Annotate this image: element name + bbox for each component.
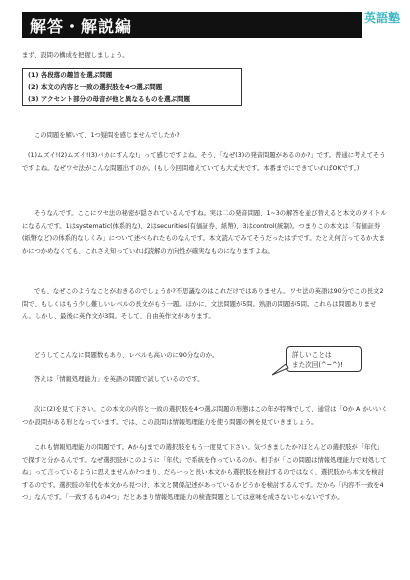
question-type-list xyxy=(22,68,242,106)
header-bar xyxy=(22,12,362,38)
intro-text: まず、設問の構成を把握しましょう。 xyxy=(22,52,129,59)
paragraph: これも情報処理能力の問題です。AからJまでの選択肢をもう一度見て下さい。気づきましたか?ほとんどの選択肢が「年代」で探すと分かるんです。なぜ選択肢がこのように「年代」で系統を作っているのか。相手が「この問題は情報処理能力で対処してね」って言っているように思えませんか?つまり、だらーっと長い本文から選択肢を検討するのではなく、選択肢から本文を検討するのです。選択肢の年代を本文から見つけ、本文と関係記述があっているかどうかを検討するんです。だから「内容不一致を4つ」なんです。「一致するもの4つ」だとあまり情報処理能力の検査問題としては意味を成さないじゃないですか。 xyxy=(22,444,387,501)
paragraph: どうしてこんなに問題数もあり、レベルも高いのに90分なのか。 xyxy=(34,352,219,359)
brand-logo: 英語塾 xyxy=(363,11,400,25)
paragraph: 答えは「情報処理能力」を英語の問題で試しているのです。 xyxy=(34,376,204,383)
paragraph: (1)ムズイ!(2)ムズイ!(3)バカにすんな!」って感じですよね。そう、「なぜ(3)の発音問題があるのか?」です。普通に考えてそうですよね。なぜワセ法がこんな問題出すのか。(もし今回問違えていても大丈夫です。本番までにできていればOKです。) xyxy=(22,152,386,172)
question-type-item: (1) 各段落の趣旨を選ぶ問題 xyxy=(28,71,113,79)
paragraph: この問題を解いて、1つ疑問を感じませんでしたか? xyxy=(34,132,180,139)
paragraph: 次に(2)を見て下さい。この本文の内容と一致の選択肢を4つ選ぶ問題の形態はこの年が特殊でして、通常は「Oか A かいいくつか設問がある形となっています。では、この設問は情報処理能力を使う問題の例を見ていきましょう。 xyxy=(22,406,388,426)
question-type-item: (3) アクセント部分の母音が他と異なるものを選ぶ問題 xyxy=(28,95,191,103)
speech-bubble-line: また次回(^~^)! xyxy=(292,361,343,369)
paragraph: そうなんです。ここにワセ法の秘密が隠されているんですね。実は二の発音問題、1~3の解答を並び替えると本文のタイトルになるんです。1はsystematic(体系的な)、2はsecurities(有価証券、紙幣)、3はcontrol(統制)。つまりこの本文は「有価証券(紙幣など)の体系的なしくみ」について述べられたものなんです。本文読んでみてそうだったはずです。たとえ何言ってるか大まかにつかめなくても、これさえ知っていれば読解の方向性が確実なものになりますよね。 xyxy=(22,210,387,255)
speech-bubble-tail xyxy=(272,364,290,376)
speech-bubble xyxy=(286,346,362,372)
speech-bubble-line: 詳しいことは xyxy=(292,351,332,359)
question-type-item: (2) 本文の内容と一致の選択肢を4つ選ぶ問題 xyxy=(28,83,163,91)
paragraph: でも、なぜこのようなことがおきるのでしょうか?不思議なのはこれだけではありません。ワセ法の英語は90分でこの長文2問で、もしくはもう少し難しいレベルの長文がもう一題。ほかに、文法問題が5問。熟語の問題が5問。これらは問題ありません。しかし、最後に英作文が3問。そして、自由英作文があります。 xyxy=(22,288,384,320)
page-title: 解答・解説編 xyxy=(30,16,133,36)
